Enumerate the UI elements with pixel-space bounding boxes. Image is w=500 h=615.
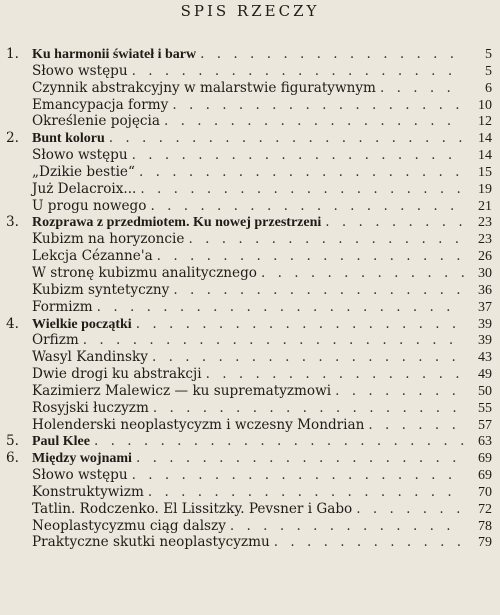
page-number: 69: [478, 451, 492, 467]
toc-section-row: [6, 501, 492, 518]
dot-leader: [152, 349, 464, 366]
dot-leader: [150, 198, 464, 215]
section-title: Holenderski neoplastycyzm i wczesny Mondrian: [32, 416, 365, 433]
toc-section-row: [6, 265, 492, 282]
chapter-number: 6.: [6, 450, 19, 467]
chapter-number: 5.: [6, 433, 19, 450]
toc-chapter-row: [6, 316, 492, 333]
dot-leader: [173, 282, 464, 299]
page-number: 79: [478, 535, 492, 551]
page-number: 15: [478, 164, 492, 180]
dot-leader: [261, 265, 464, 282]
section-title: Wasyl Kandinsky: [32, 349, 148, 366]
dot-leader: [139, 164, 464, 181]
chapter-title: Między wojnami: [32, 451, 132, 467]
section-title: Formizm: [32, 298, 93, 315]
dot-leader: [188, 231, 464, 248]
toc-section-row: [6, 164, 492, 181]
page-number: 30: [478, 265, 492, 281]
section-title: Konstruktywizm: [32, 483, 144, 500]
section-title: Rosyjski łuczyzm: [32, 399, 149, 416]
section-title: Słowo wstępu: [32, 467, 128, 484]
page-number: 6: [485, 80, 492, 96]
section-title: Tatlin. Rodczenko. El Lissitzky. Pevsner i Gabo: [32, 500, 353, 517]
table-of-contents: [6, 46, 492, 551]
page-number: 5: [485, 63, 492, 79]
toc-section-row: [6, 332, 492, 349]
page-number: 55: [478, 400, 492, 416]
dot-leader: [97, 299, 464, 316]
page-number: 69: [478, 468, 492, 484]
section-title: Określenie pojęcia: [32, 113, 160, 130]
toc-section-row: [6, 147, 492, 164]
toc-section-row: [6, 97, 492, 114]
dot-leader: [230, 518, 464, 535]
page-number: 23: [478, 232, 492, 248]
section-title: U progu nowego: [32, 197, 147, 214]
page-number: 10: [478, 97, 492, 113]
section-title: „Dzikie bestie“: [32, 163, 135, 180]
page-number: 39: [478, 333, 492, 349]
chapter-number: 3.: [6, 214, 19, 231]
toc-section-row: [6, 248, 492, 265]
toc-section-row: [6, 231, 492, 248]
chapter-number: 1.: [6, 46, 19, 62]
dot-leader: [136, 450, 464, 467]
dot-leader: [200, 46, 464, 63]
page-number: 19: [478, 181, 492, 197]
dot-leader: [368, 417, 464, 434]
page-number: 26: [478, 249, 492, 265]
dot-leader: [380, 80, 464, 97]
dot-leader: [94, 433, 464, 450]
section-title: Kubizm syntetyczny: [32, 281, 170, 298]
toc-section-row: [6, 484, 492, 501]
section-title: Neoplastycyzmu ciąg dalszy: [32, 517, 226, 534]
section-title: Słowo wstępu: [32, 147, 128, 164]
dot-leader: [325, 214, 464, 231]
toc-section-row: [6, 400, 492, 417]
toc-section-row: [6, 113, 492, 130]
dot-leader: [132, 147, 464, 164]
toc-chapter-row: [6, 46, 492, 63]
dot-leader: [148, 484, 464, 501]
toc-section-row: [6, 282, 492, 299]
page-number: 49: [478, 367, 492, 383]
toc-section-row: [6, 518, 492, 535]
chapter-title: Rozprawa z przedmiotem. Ku nowej przestrzeni: [32, 215, 322, 231]
dot-leader: [157, 248, 464, 265]
page-number: 70: [478, 484, 492, 500]
section-title: Praktyczne skutki neoplastycyzmu: [32, 534, 270, 551]
section-title: Kazimierz Malewicz — ku suprematyzmowi: [32, 382, 332, 399]
page-number: 39: [478, 316, 492, 332]
dot-leader: [132, 467, 464, 484]
page-number: 63: [478, 434, 492, 450]
dot-leader: [83, 332, 464, 349]
dot-leader: [164, 113, 464, 130]
toc-section-row: [6, 534, 492, 551]
section-title: Emancypacja formy: [32, 96, 169, 113]
chapter-title: Bunt koloru: [32, 131, 105, 147]
dot-leader: [132, 63, 464, 80]
section-title: Lekcja Cézanne'a: [32, 248, 153, 265]
dot-leader: [140, 181, 464, 198]
dot-leader: [136, 316, 464, 333]
section-title: Orfizm: [32, 332, 79, 349]
page-number: 37: [478, 299, 492, 315]
page-number: 50: [478, 383, 492, 399]
chapter-title: Ku harmonii świateł i barw: [32, 47, 197, 62]
toc-section-row: [6, 417, 492, 434]
toc-chapter-row: [6, 433, 492, 450]
page-number: 78: [478, 518, 492, 534]
toc-section-row: [6, 349, 492, 366]
toc-section-row: [6, 366, 492, 383]
page-number: 36: [478, 282, 492, 298]
dot-leader: [153, 400, 464, 417]
page-number: 12: [478, 114, 492, 130]
toc-section-row: [6, 299, 492, 316]
page-number: 23: [478, 215, 492, 231]
section-title: Czynnik abstrakcyjny w malarstwie figuratywnym: [32, 79, 376, 96]
page-number: 5: [485, 47, 492, 62]
page-number: 21: [478, 198, 492, 214]
dot-leader: [356, 501, 464, 518]
toc-section-row: [6, 80, 492, 97]
section-title: Kubizm na horyzoncie: [32, 231, 185, 248]
chapter-number: 4.: [6, 315, 19, 332]
toc-section-row: [6, 467, 492, 484]
page-number: 72: [478, 501, 492, 517]
toc-chapter-row: [6, 214, 492, 231]
dot-leader: [206, 366, 464, 383]
page-title: SPIS RZECZY: [180, 2, 320, 20]
chapter-title: Wielkie początki: [32, 316, 132, 332]
dot-leader: [172, 97, 464, 114]
toc-section-row: [6, 383, 492, 400]
page-number: 57: [478, 417, 492, 433]
section-title: W stronę kubizmu analitycznego: [32, 264, 257, 281]
toc-section-row: [6, 198, 492, 215]
dot-leader: [335, 383, 464, 400]
toc-section-row: [6, 181, 492, 198]
chapter-title: Paul Klee: [32, 434, 90, 450]
chapter-number: 2.: [6, 130, 19, 147]
section-title: Już Delacroix...: [32, 180, 137, 197]
toc-section-row: [6, 63, 492, 80]
page-number: 43: [478, 350, 492, 366]
page-number: 14: [478, 131, 492, 147]
section-title: Dwie drogi ku abstrakcji: [32, 366, 202, 383]
toc-chapter-row: [6, 450, 492, 467]
toc-chapter-row: [6, 130, 492, 147]
dot-leader: [274, 534, 464, 551]
section-title: Słowo wstępu: [32, 62, 128, 79]
dot-leader: [109, 130, 464, 147]
page-number: 14: [478, 148, 492, 164]
